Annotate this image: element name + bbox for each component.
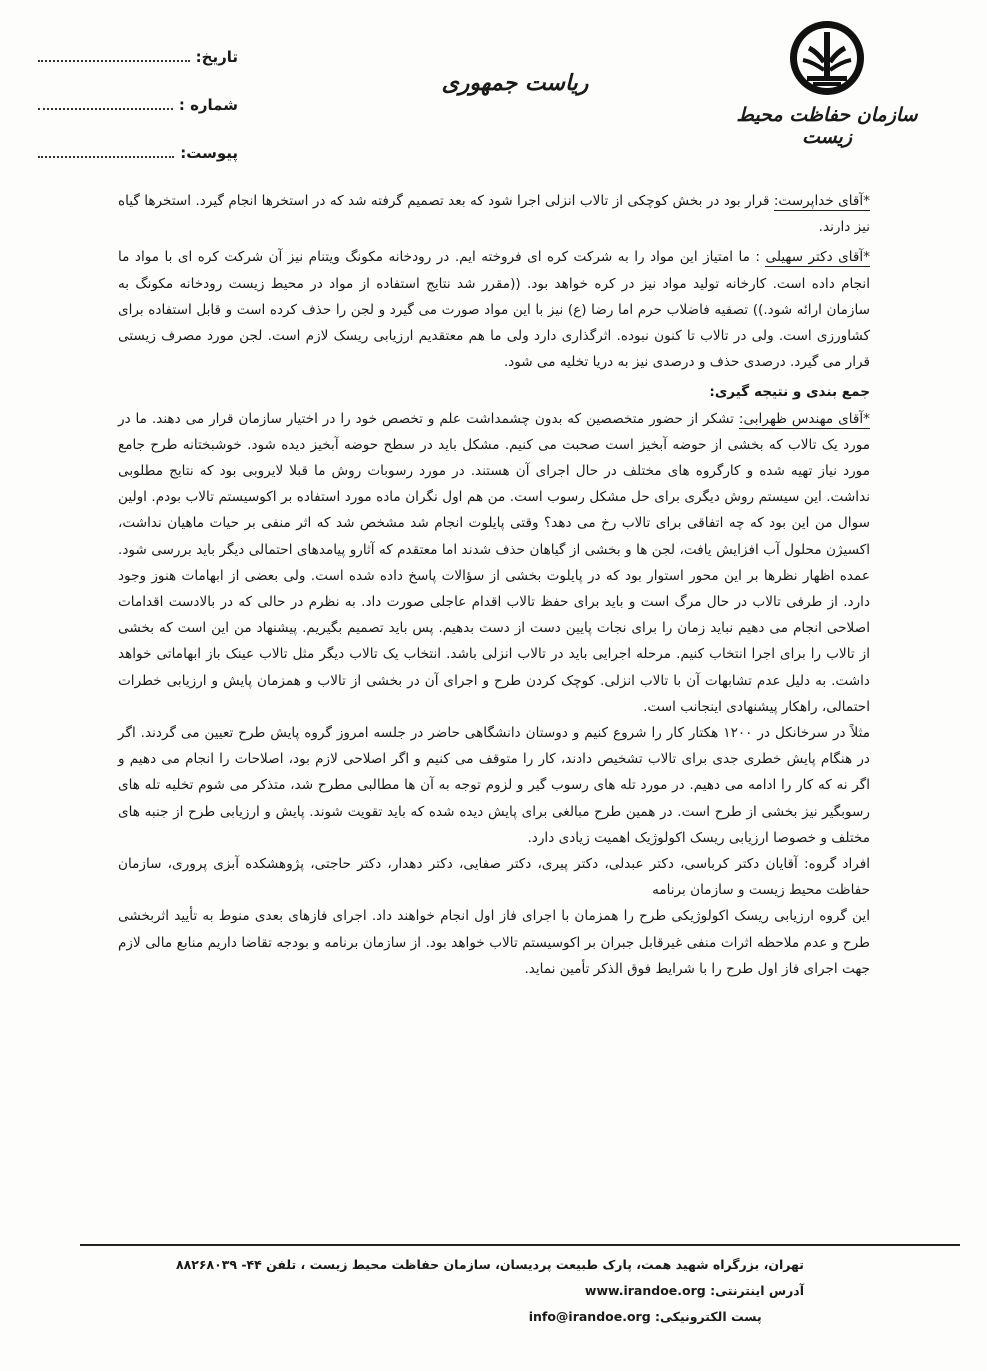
letter-footer: [140, 1252, 804, 1330]
email-value: info@irandoe.org: [528, 1309, 651, 1324]
date-row: [38, 48, 238, 96]
attachment-row: [38, 144, 238, 192]
paragraph-text: تشکر از حضور متخصصین که بدون چشمداشت علم و تخصص خود را در اختیار سازمان قرار می دهند. ما در مورد یک تالاب که بخشی از حوضه آبخیز است صحبت می کنیم. مشکل باید در سطح حوضه آبخیز دیده شود. خوشبختانه طرح جامع مورد نیاز تهیه شده و کارگروه های مختلف در حال اجرای آن هستند. در مورد رسوبات روش ما قبلا لایروبی بود که نتایج مطلوبی نداشت. این سیستم روش دیگری برای حل مشکل رسوب است. من هم اول نگران ماده مورد استفاده بر اکوسیستم تالاب بودم. اولین سوال من این بود که چه اتفاقی برای تالاب رخ می دهد؟ وقتی پایلوت انجام شد مشخص شد که اثر منفی بر حیات ماهیان نداشت، اکسیژن محلول آب افزایش یافت، لجن ها و بخشی از گیاهان حذف شدند اما معتقدم که آثارو پیامدهای احتمالی دیگر باید بررسی شود. عمده اظهار نظرها بر این محور استوار بود که در پایلوت بخشی از سؤالات پاسخ داده شده است. ولی بعضی از ابهامات هنوز وجود دارد. از طرفی تالاب در حال مرگ است و باید برای حفظ تالاب اقدام عاجلی صورت داد. به نظرم در حالی که در بالادست اقدامات اصلاحی انجام می دهیم نباید زمان را برای نجات پایین دست از دست بدهیم. پس باید تصمیم بگیریم. پیشنهاد من این است که بخشی از تالاب را برای اجرا انتخاب کنیم. مرحله اجرایی باید در تالاب انزلی باشد. انتخاب یک تالاب دیگر مثل تالاب عینک باز ابهاماتی خواهد داشت. به دلیل عدم تشابهات آن با تالاب انزلی. کوچک کردن طرح و اجرای آن در بخشی از تالاب و همزمان پایش و ارزیابی خطرات احتمالی، راهکار پیشنهادی اینجانب است.: [118, 410, 870, 715]
paragraph-zohrabi: [118, 406, 870, 720]
paragraph-text: قرار بود در بخش کوچکی از تالاب انزلی اجرا شود که بعد تصمیم گرفته شد که در استخرها انجام گیرد. استخرها گیاه نیز دارند.: [118, 193, 870, 236]
date-blank: [38, 50, 190, 62]
letterhead: [0, 0, 987, 175]
number-row: [38, 96, 238, 144]
paragraph-soheili: [118, 244, 870, 375]
paragraph-group-members: افراد گروه: آقایان دکتر کرباسی، دکتر عبدلی، دکتر پیری، دکتر صفایی، دکتر دهدار، دکتر حاجتی، پژوهشکده آبزی پروری، سازمان حفاظت محیط زیست و سازمان برنامه: [118, 856, 870, 899]
presidency-title: ریاست جمهوری: [441, 70, 589, 96]
speaker-soheili: *آقای دکتر سهیلی: [765, 249, 871, 266]
letter-meta: [38, 48, 238, 192]
number-label: شماره :: [178, 96, 238, 114]
attachment-label: پیوست:: [180, 144, 238, 162]
paragraph-example: مثلاً در سرخانکل در ۱۲۰۰ هکتار کار را شروع کنیم و دوستان دانشگاهی حاضر در جلسه امروز گروه پایش طرح تعیین می گردند. اگر در هنگام پایش خطری جدی برای تالاب تشخیص دادند، کار را متوقف می کنیم و اگر اصلاحی لازم بود، اصلاحات را انجام می دهیم و اگر نه که کار را ادامه می دهیم. در مورد تله های رسوب گیر و لزوم توجه به آن ها مطالبی مطرح شد، متذکر می شوم تخلیه تله های رسوبگیر نیز بخشی از طرح است. در همین طرح مبالغی برای پایش دیده شده که باید تقویت شوند. پایش و ارزیابی طرح از جنبه های مختلف و خصوصا ارزیابی ریسک اکولوژیک اهمیت زیادی دارد.: [118, 725, 870, 846]
paragraph-closing: این گروه ارزیابی ریسک اکولوژیکی طرح را همزمان با اجرای فاز اول انجام خواهند داد. اجرای فازهای بعدی منوط به تأیید اثربخشی طرح و عدم ملاحظه اثرات منفی غیرقابل جبران بر اکوسیستم تالاب خواهد بود. از سازمان برنامه و بودجه تقاضا داریم منابع مالی لازم جهت اجرای فاز اول طرح را با شرایط فوق الذکر تأمین نماید.: [118, 908, 870, 977]
paragraph-text: : ما امتیاز این مواد را به شرکت کره ای فروخته ایم. در رودخانه مکونگ ویتنام نیز آن شرکت کره ای با مواد ما انجام داده است. کارخانه تولید مواد نیز در کره خواهد بود. ((مقرر شد نتایج استفاده از مواد در محیط زیست رودخانه مکونگ به سازمان ارائه شود.)) تصفیه فاضلاب حرم اما رضا (ع) نیز با این مواد صورت می گیرد و لجن را حذف کرده است و قابل استفاده برای کشاورزی است. ولی در تالاب تا کنون نبوده. اثرگذاری دارد ولی ما هم معتقدیم ارزیابی ریسک لازم است. لجن مورد مصرف زیستی قرار می گیرد. درصدی حذف و درصدی نیز به دریا تخلیه می شود.: [118, 249, 870, 371]
footer-email: [140, 1304, 804, 1330]
attachment-blank: [38, 146, 174, 158]
web-label: آدرس اینترنتی:: [710, 1283, 804, 1298]
email-label: پست الکترونیکی:: [655, 1309, 762, 1324]
footer-divider: [80, 1244, 960, 1246]
footer-web: [140, 1278, 804, 1304]
org-name: سازمان حفاظت محیط زیست: [736, 104, 918, 148]
speaker-khodaparast: *آقای خداپرست:: [773, 193, 871, 209]
speaker-zohrabi: *آقای مهندس ظهرابی:: [738, 410, 870, 427]
org-logo-block: [727, 18, 927, 158]
paragraph-khodaparast: [118, 188, 870, 240]
section-heading-conclusion: جمع بندی و نتیجه گیری:: [709, 384, 870, 401]
footer-address: تهران، بزرگراه شهید همت، پارک طبیعت پردیسان، سازمان حفاظت محیط زیست ، تلفن ۴۴- ۸۸۲۶۸۰۳۹: [175, 1257, 804, 1272]
date-label: تاریخ:: [195, 48, 238, 66]
web-value: www.irandoe.org: [584, 1283, 706, 1298]
number-blank: [38, 98, 173, 110]
doe-emblem-icon: [787, 18, 867, 98]
letter-body: [118, 188, 870, 982]
